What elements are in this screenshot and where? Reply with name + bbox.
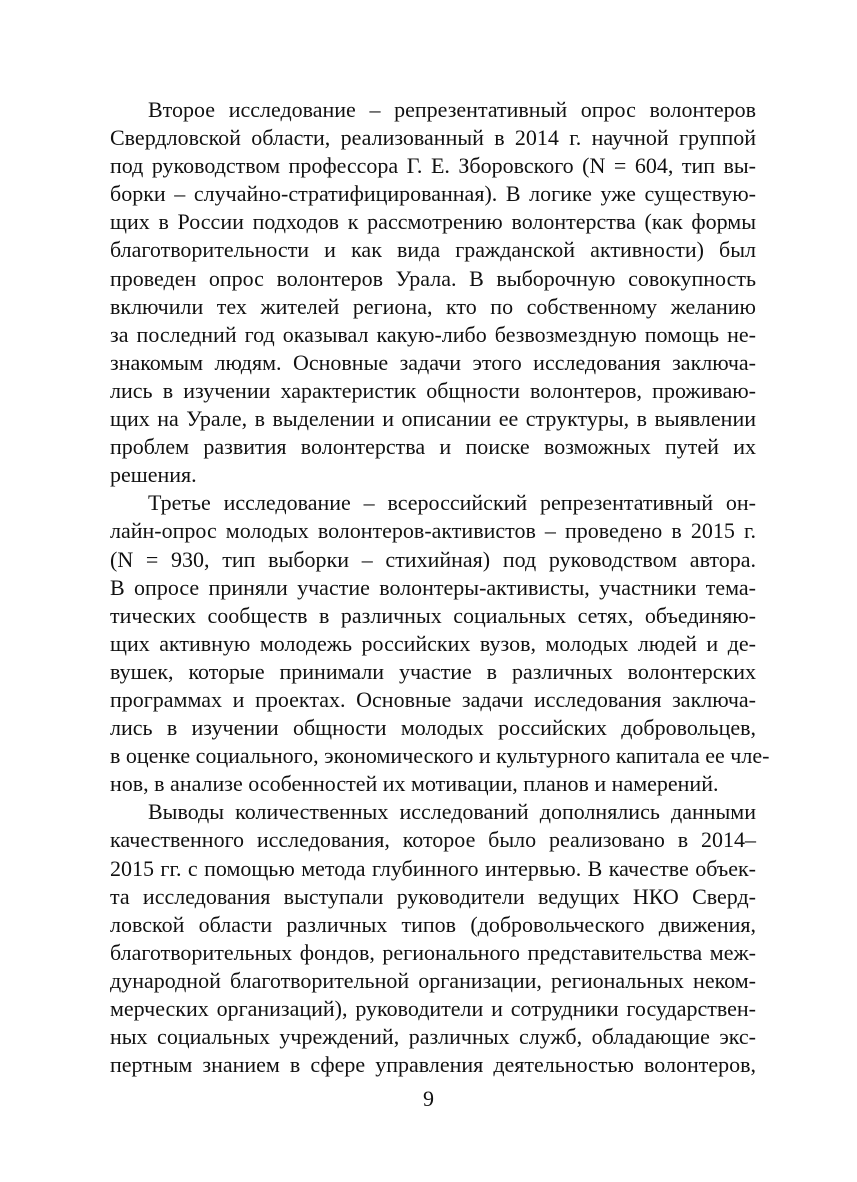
text-line: тических сообществ в различных социальных сетях, объединяю- [110,602,756,628]
text-line: ных социальных учреждений, различных служб, обладающие экс- [110,1024,756,1050]
paragraph [110,798,756,1079]
text-line: благотворительности и как вида гражданской активности) был [110,237,756,263]
text-line: щих активную молодежь российских вузов, молодых людей и де- [110,630,756,656]
text-line: Свердловской области, реализованный в 2014 г. научной группой [110,125,756,151]
text-line: 2015 гг. с помощью метода глубинного интервью. В качестве объек- [110,855,756,881]
text-line: борки – случайно-стратифицированная). В логике уже существую- [110,181,756,207]
page-body [110,96,770,1079]
paragraph [110,96,756,489]
text-line: решения. [110,462,197,488]
text-line: лись в изучении общности молодых российских добровольцев, [110,715,756,741]
text-line: в оценке социального, экономического и культурного капитала ее чле- [110,743,770,769]
text-line: пертным знанием в сфере управления деятельностью волонтеров, [110,1052,756,1078]
text-line: вушек, которые принимали участие в различных волонтерских [110,658,756,684]
text-line: лись в изучении характеристик общности волонтеров, проживаю- [110,377,756,403]
paragraph [110,489,770,798]
text-line: за последний год оказывал какую-либо безвозмездную помощь не- [110,321,756,347]
text-line: дународной благотворительной организации, региональных неком- [110,967,756,993]
page-number: 9 [423,1086,434,1111]
text-line: В опросе приняли участие волонтеры-активисты, участники тема- [110,574,756,600]
text-line: включили тех жителей региона, кто по собственному желанию [110,293,756,319]
text-line: (N = 930, тип выборки – стихийная) под руководством автора. [110,546,756,572]
text-line: проблем развития волонтерства и поиске возможных путей их [110,434,756,460]
text-line: проведен опрос волонтеров Урала. В выборочную совокупность [110,265,756,291]
text-line: щих в России подходов к рассмотрению волонтерства (как формы [110,209,756,235]
text-line: знакомым людям. Основные задачи этого исследования заключа- [110,349,756,375]
text-line: та исследования выступали руководители ведущих НКО Сверд- [110,883,756,909]
text-line: щих на Урале, в выделении и описании ее структуры, в выявлении [110,406,756,432]
text-line: Выводы количественных исследований дополнялись данными [148,799,756,825]
text-line: Третье исследование – всероссийский репрезентативный он- [148,490,756,516]
text-line: лайн-опрос молодых волонтеров-активистов – проведено в 2015 г. [110,518,756,544]
text-line: благотворительных фондов, регионального представительства меж- [110,939,756,965]
text-line: программах и проектах. Основные задачи исследования заключа- [110,686,756,712]
text-line: нов, в анализе особенностей их мотивации, планов и намерений. [110,771,719,797]
text-line: под руководством профессора Г. Е. Зборовского (N = 604, тип вы- [110,153,756,179]
text-line: Второе исследование – репрезентативный опрос волонтеров [148,97,756,122]
text-line: качественного исследования, которое было реализовано в 2014– [110,827,756,853]
text-line: мерческих организаций), руководители и сотрудники государствен- [110,996,756,1021]
text-line: ловской области различных типов (добровольческого движения, [110,911,756,937]
